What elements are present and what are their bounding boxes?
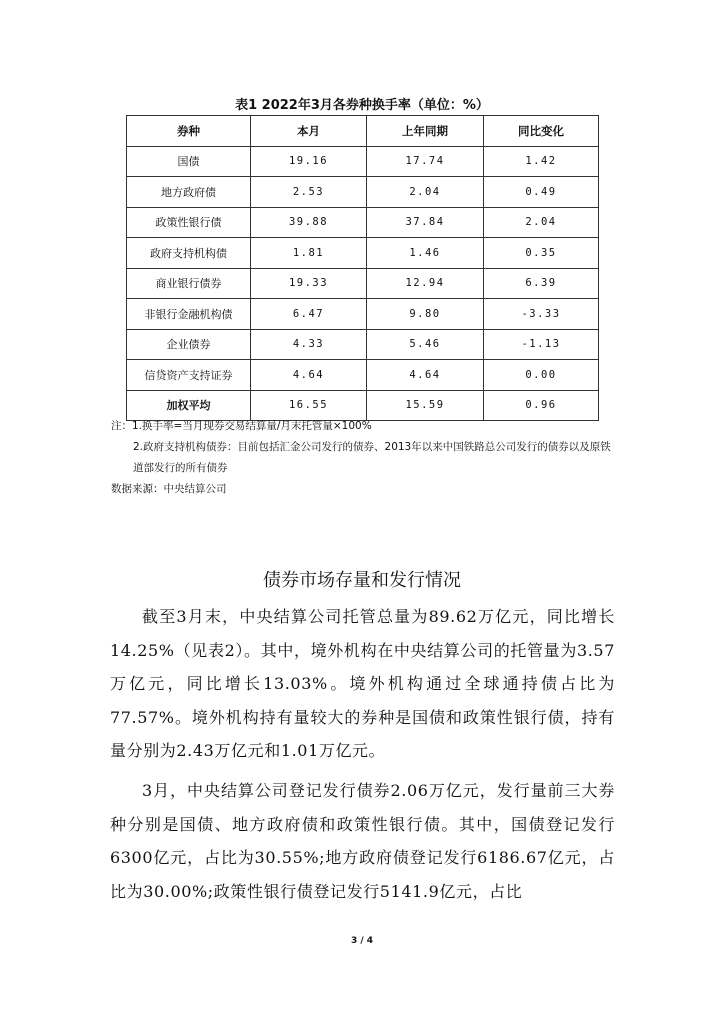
cell-bond-type: 商业银行债券 [127, 268, 251, 299]
cell-prior: 4.64 [367, 360, 484, 391]
cell-prior: 2.04 [367, 177, 484, 208]
table-row [127, 207, 599, 238]
cell-change: 0.49 [484, 177, 599, 208]
cell-total-label: 加权平均 [127, 390, 251, 421]
cell-change: 1.42 [484, 146, 599, 177]
cell-current: 2.53 [251, 177, 367, 208]
cell-current: 4.64 [251, 360, 367, 391]
table-row [127, 299, 599, 330]
cell-total-prior: 15.59 [367, 390, 484, 421]
cell-current: 39.88 [251, 207, 367, 238]
table-header-row [127, 116, 599, 147]
cell-change: 2.04 [484, 207, 599, 238]
cell-bond-type: 政府支持机构债 [127, 238, 251, 269]
cell-prior: 17.74 [367, 146, 484, 177]
page-number: 3 / 4 [350, 936, 374, 946]
cell-change: -1.13 [484, 329, 599, 360]
cell-total-change: 0.96 [484, 390, 599, 421]
cell-current: 19.16 [251, 146, 367, 177]
cell-total-current: 16.55 [251, 390, 367, 421]
cell-prior: 12.94 [367, 268, 484, 299]
note-turnover-definition: 注：1.换手率=当月现券交易结算量/月末托管量×100% [111, 420, 372, 432]
header-yoy-change: 同比变化 [484, 116, 599, 147]
cell-change: 0.00 [484, 360, 599, 391]
cell-bond-type: 政策性银行债 [127, 207, 251, 238]
cell-change: -3.33 [484, 299, 599, 330]
header-bond-type: 券种 [127, 116, 251, 147]
turnover-table [126, 115, 599, 421]
cell-change: 0.35 [484, 238, 599, 269]
cell-current: 4.33 [251, 329, 367, 360]
cell-bond-type: 非银行金融机构债 [127, 299, 251, 330]
header-current-month: 本月 [251, 116, 367, 147]
cell-prior: 9.80 [367, 299, 484, 330]
cell-prior: 1.46 [367, 238, 484, 269]
cell-bond-type: 信贷资产支持证券 [127, 360, 251, 391]
header-prior-year: 上年同期 [367, 116, 484, 147]
cell-change: 6.39 [484, 268, 599, 299]
cell-current: 1.81 [251, 238, 367, 269]
table-row [127, 329, 599, 360]
cell-prior: 5.46 [367, 329, 484, 360]
table-row [127, 268, 599, 299]
section-title: 债券市场存量和发行情况 [263, 570, 461, 591]
table-row [127, 238, 599, 269]
table-row [127, 360, 599, 391]
paragraph: 3月，中央结算公司登记发行债券2.06万亿元，发行量前三大券种分别是国债、地方政府债和政策性银行债。其中，国债登记发行6300亿元，占比为30.55%;地方政府债登记发行6186.67亿元，占比为30.00%;政策性银行债登记发行5141.9亿元，占比 [110, 780, 615, 901]
table-notes [111, 416, 616, 500]
cell-prior: 37.84 [367, 207, 484, 238]
data-source: 数据来源：中央结算公司 [111, 483, 227, 495]
note-agency-bonds: 2.政府支持机构债券：目前包括汇金公司发行的债券、2013年以来中国铁路总公司发行的债券以及原铁道部发行的所有债券 [133, 441, 611, 474]
cell-bond-type: 地方政府债 [127, 177, 251, 208]
cell-current: 19.33 [251, 268, 367, 299]
body-text [110, 600, 615, 914]
cell-bond-type: 国债 [127, 146, 251, 177]
cell-bond-type: 企业债券 [127, 329, 251, 360]
cell-current: 6.47 [251, 299, 367, 330]
table-row [127, 177, 599, 208]
table-row [127, 146, 599, 177]
paragraph: 截至3月末，中央结算公司托管总量为89.62万亿元，同比增长14.25%（见表2）。其中，境外机构在中央结算公司的托管量为3.57万亿元，同比增长13.03%。境外机构通过全球通持债占比为 77.57%。境外机构持有量较大的券种是国债和政策性银行债，持有量分别为2.43万亿元和1.01万亿元。 [110, 607, 615, 761]
table-caption: 表1 2022年3月各券种换手率（单位：%） [235, 98, 489, 113]
